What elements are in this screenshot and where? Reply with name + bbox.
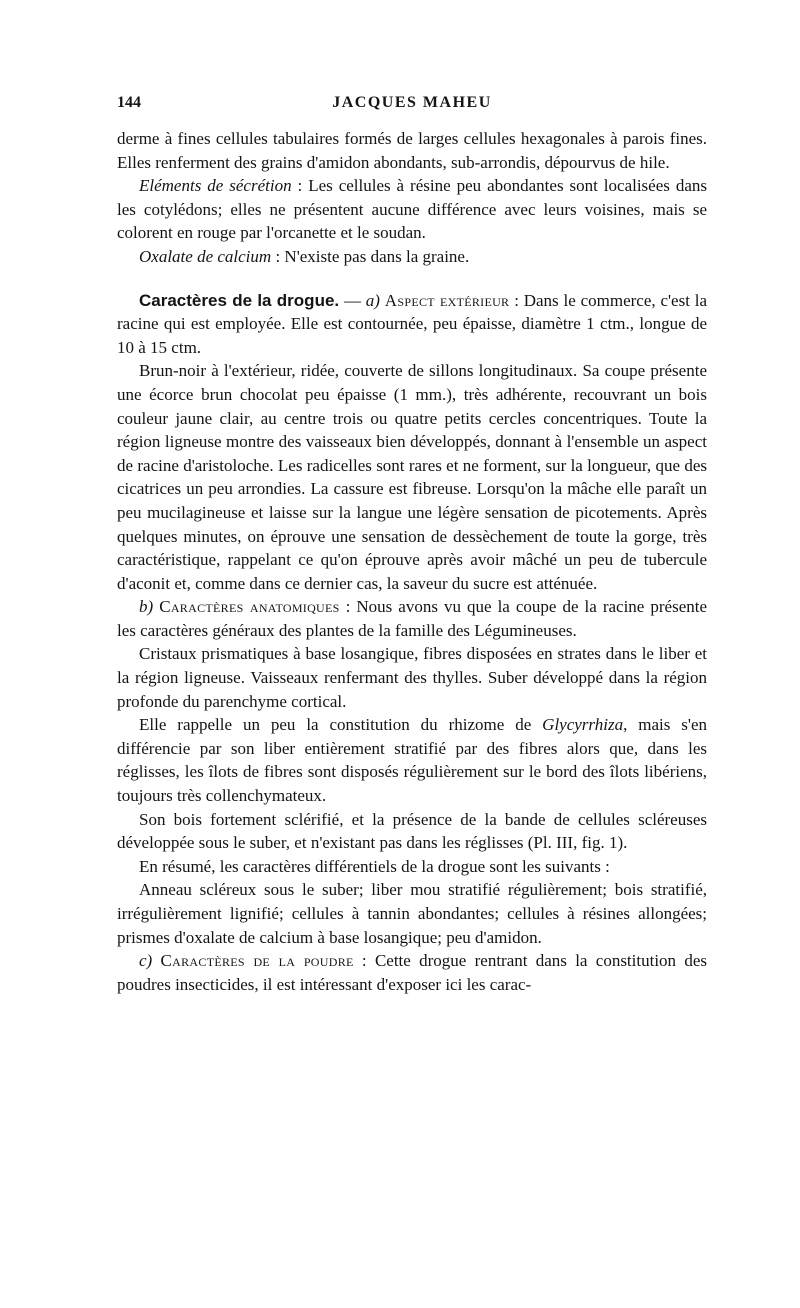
- paragraph-oxalate-text: : N'existe pas dans la graine.: [271, 246, 470, 266]
- section-title-oxalate: Oxalate de calcium: [139, 246, 272, 266]
- paragraph-drug-characters: [117, 289, 707, 360]
- paragraph-summary-intro: En résumé, les caractères différentiels de la drogue sont les suivants :: [139, 856, 610, 876]
- paragraph-secretion: [117, 174, 707, 245]
- paragraph-glycyrrhiza: [117, 713, 707, 807]
- paragraph-anatomy-text: : Nous avons vu que la coupe de la racine présente les caractères généraux des plantes de la famille des Légumineuses.: [117, 597, 708, 640]
- paragraph-oxalate: [117, 245, 707, 269]
- subsection-title-anatomy: Caractères anatomiques: [159, 597, 340, 617]
- page-number: 144: [117, 94, 141, 111]
- subsection-label-c: c): [139, 951, 153, 971]
- genus-name: Glycyrrhiza: [542, 715, 624, 735]
- paragraph-aspect-text: : Dans le commerce, c'est la racine qui est employée. Elle est contournée, peu épaisse, diamètre 1 ctm., longue de 10 à 15 ctm.: [117, 290, 708, 357]
- page-header: [117, 94, 707, 116]
- running-head: JACQUES MAHEU: [332, 94, 492, 111]
- paragraph-summary-list: Anneau scléreux sous le suber; liber mou stratifié régulièrement; bois stratifié, irrégulièrement lignifié; cellules à tannin abondantes; cellules à résines allongées; prismes d'oxalate de calcium à base losangique; peu d'amidon.: [117, 880, 707, 947]
- paragraph-powder-text: : Cette drogue rentrant dans la constitution des poudres insecticides, il est intéressant d'exposer ici les carac-: [117, 951, 707, 994]
- subsection-label-b: b): [139, 597, 154, 617]
- paragraph-glycyrrhiza-end: , mais s'en différencie par son liber entièrement stratifié par des fibres alors que, dans les réglisses, les îlots de fibres sont disposés régulièrement sur le bord des îlots libériens, toujours très collenchymateux.: [117, 715, 707, 806]
- page-body: [117, 127, 707, 996]
- subsection-title-aspect: Aspect extérieur: [384, 290, 510, 310]
- paragraph-anatomy: [117, 595, 707, 642]
- paragraph-secretion-text: : Les cellules à résine peu abondantes sont localisées dans les cotylédons; elles ne présentent aucune différence avec leurs voisines, mais se colorent en rouge par l'orcanette et le soudan.: [117, 176, 707, 243]
- paragraph-crystals: Cristaux prismatiques à base losangique, fibres disposées en strates dans le liber et la région ligneuse. Vaisseaux renfermant des thylles. Suber développé dans la région profonde du parenchyme cortical.: [117, 644, 707, 711]
- heading-dash: —: [339, 290, 366, 310]
- subsection-title-powder: Caractères de la poudre: [160, 951, 354, 971]
- paragraph-description: Brun-noir à l'extérieur, ridée, couverte de sillons longitudinaux. Sa coupe présente une écorce brun chocolat peu épaisse (1 mm.), très adhérente, recouvrant un bois couleur jaune clair, au centre trois ou quatre petits cercles concentriques. Toute la région ligneuse montre des vaisseaux bien développés, donnant à l'ensemble un aspect de racine d'aristoloche. Les radicelles sont rares et ne forment, sur la longueur, que des cicatrices un peu arrondies. La cassure est fibreuse. Lorsqu'on la mâche elle paraît un peu mucilagineuse et laisse sur la langue une légère sensation de picotements. Après quelques minutes, on éprouve une sensation de dessèchement de toute la gorge, très caractéristique, rappelant ce qu'on éprouve après avoir mâché un peu de tubercule d'aconit et, comme dans ce dernier cas, la saveur du sucre est atténuée.: [117, 361, 707, 593]
- paragraph-powder: [117, 949, 707, 996]
- paragraph-wood: Son bois fortement sclérifié, et la présence de la bande de cellules scléreuses développée sous le suber, et n'existant pas dans les réglisses (Pl. III, fig. 1).: [117, 809, 707, 853]
- section-title-secretion: Eléments de sécrétion: [139, 176, 292, 196]
- paragraph-1: derme à fines cellules tabulaires formés de larges cellules hexagonales à parois fines. Elles renferment des grains d'amidon abondants, sub-arrondis, dépourvus de hile.: [117, 129, 707, 172]
- subsection-label-a: a): [365, 290, 380, 310]
- section-heading-drug: Caractères de la drogue.: [139, 290, 340, 310]
- paragraph-glycyrrhiza-start: Elle rappelle un peu la constitution du rhizome de: [139, 715, 543, 735]
